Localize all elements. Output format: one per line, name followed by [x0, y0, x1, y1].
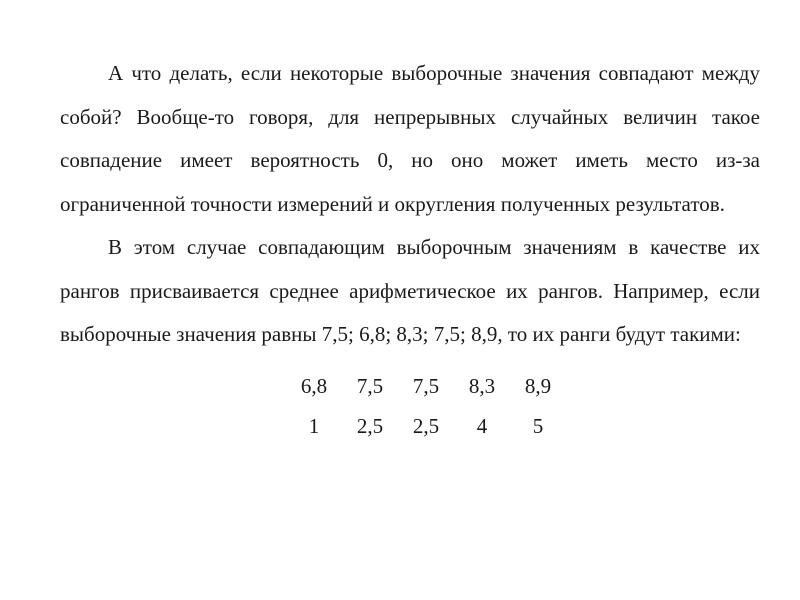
paragraph-ties-rule: В этом случае совпадающим выборочным значениям в качестве их рангов присваивается среднее арифметическое их рангов. Например, если выборочные значения равны 7,5; 6,8; 8,3; 7,5; 8,9, то их ранги будут такими:	[60, 235, 760, 346]
sample-value: 7,5	[356, 374, 384, 398]
rank-value: 1	[308, 414, 320, 438]
rank-value: 5	[532, 414, 544, 438]
rank-table	[286, 367, 566, 447]
document-page	[60, 52, 760, 447]
sample-value: 6,8	[300, 374, 328, 398]
ranks-row	[286, 407, 566, 447]
sample-values-row	[286, 367, 566, 407]
sample-value: 8,9	[524, 374, 552, 398]
paragraph-ties-question: А что делать, если некоторые выборочные значения совпадают между собой? Вообще-то говоря, для непрерывных случайных величин такое совпадение имеет вероятность 0, но оно может иметь место из-за ограниченной точности измерений и округления полученных результатов.	[60, 61, 760, 216]
rank-value: 2,5	[356, 414, 384, 438]
sample-value: 8,3	[468, 374, 496, 398]
sample-value: 7,5	[412, 374, 440, 398]
rank-value: 4	[476, 414, 488, 438]
rank-value: 2,5	[412, 414, 440, 438]
